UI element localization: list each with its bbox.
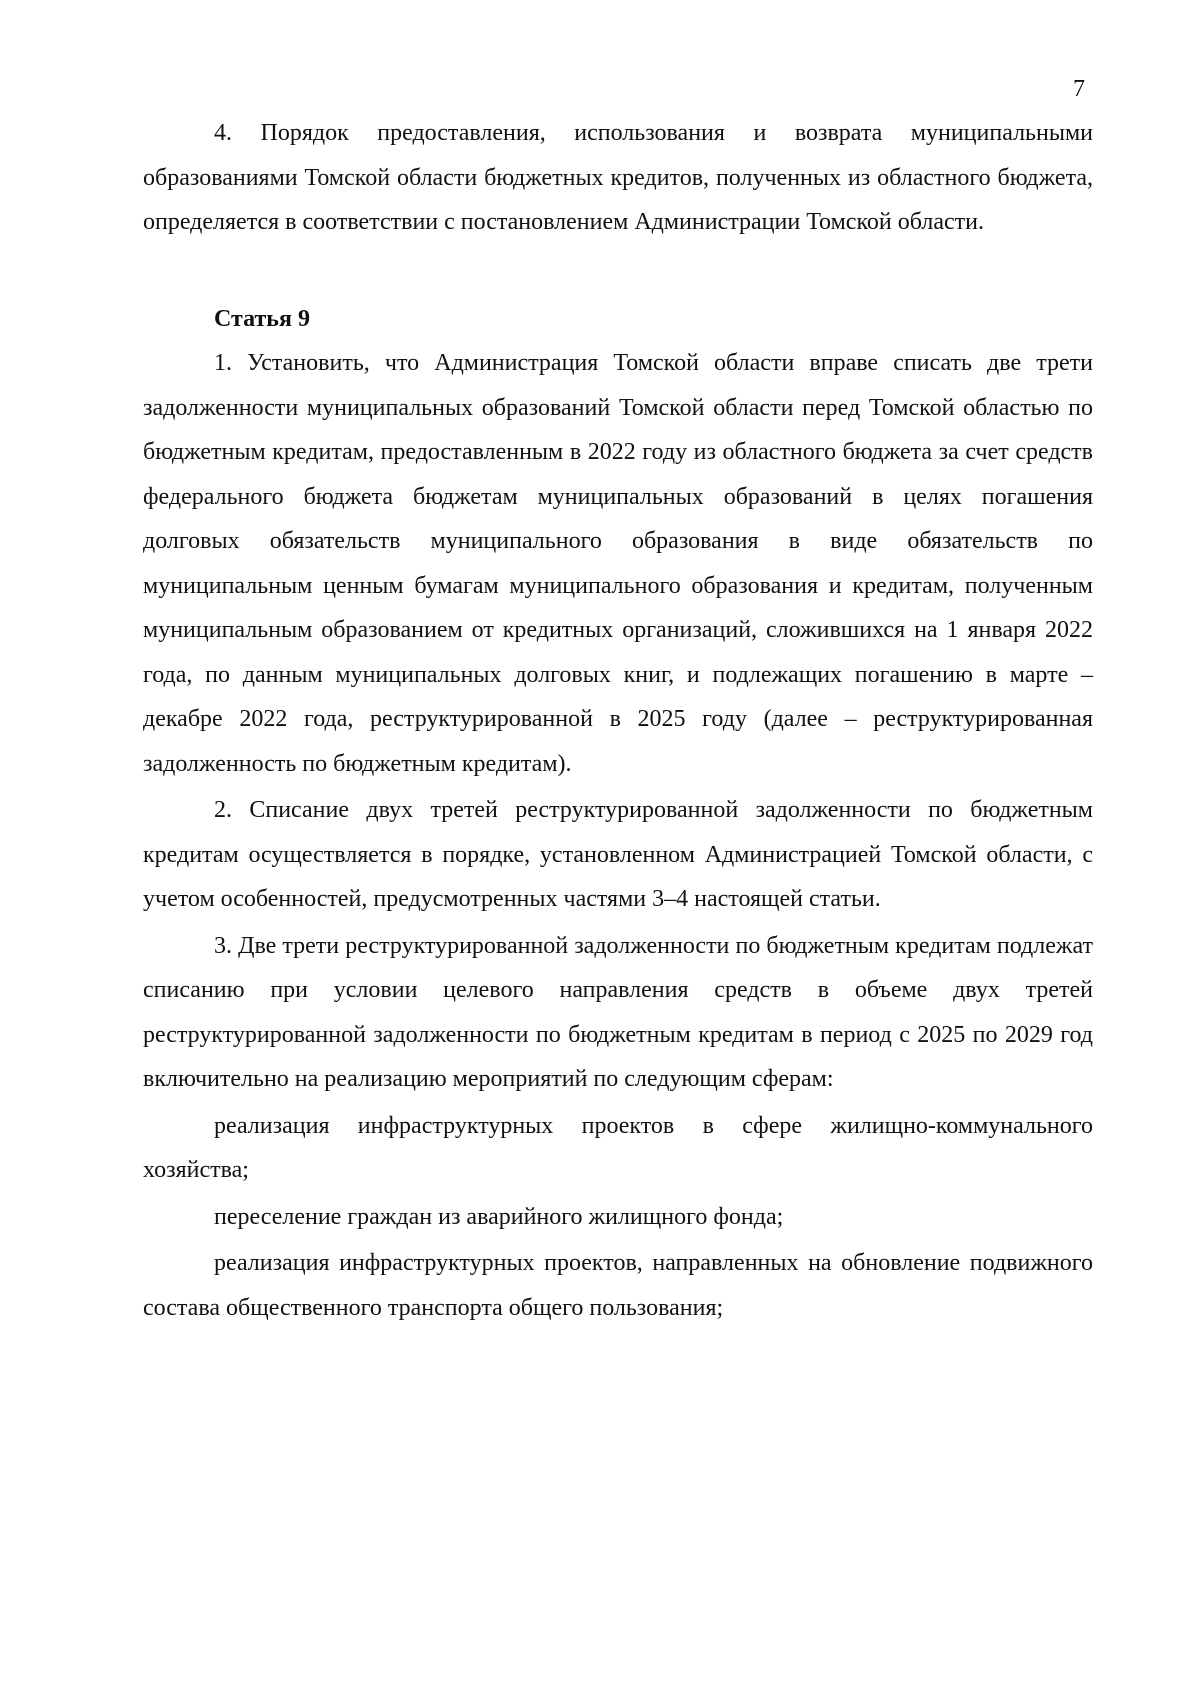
page-number: 7	[1073, 76, 1085, 102]
document-content	[143, 111, 1093, 1330]
article-heading: Статья 9	[214, 305, 310, 332]
article-paragraph-1: 1. Установить, что Администрация Томской области вправе списать две трети задолженности муниципальных образований Томской области перед Томской областью по бюджетным кредитам, предоставленным в 2022 году из областного бюджета за счет средств федерального бюджета бюджетам муниципальных образований в целях погашения долговых обязательств муниципального образования в виде обязательств по муниципальным ценным бумагам муниципального образования и кредитам, полученным муниципальным образованием от кредитных организаций, сложившихся на 1 января 2022 года, по данным муниципальных долговых книг, и подлежащих погашению в марте – декабре 2022 года, реструктурированной в 2025 году (далее – реструктурированная задолженность по бюджетным кредитам).	[143, 350, 1093, 777]
article-paragraph-3: 3. Две трети реструктурированной задолженности по бюджетным кредитам подлежат списанию при условии целевого направления средств в объеме двух третей реструктурированной задолженности по бюджетным кредитам в период с 2025 по 2029 год включительно на реализацию мероприятий по следующим сферам:	[143, 932, 1093, 1092]
section-spacing	[143, 245, 1093, 297]
article-list-item-transport: реализация инфраструктурных проектов, направленных на обновление подвижного состава общественного транспорта общего пользования;	[143, 1250, 1093, 1321]
article-list-item-resettlement: переселение граждан из аварийного жилищного фонда;	[214, 1203, 784, 1230]
article-list-item-housing: реализация инфраструктурных проектов в сфере жилищно-коммунального хозяйства;	[143, 1112, 1093, 1183]
paragraph-4-budget-credits-procedure: 4. Порядок предоставления, использования и возврата муниципальными образованиями Томской области бюджетных кредитов, полученных из областного бюджета, определяется в соответствии с постановлением Администрации Томской области.	[143, 120, 1093, 235]
article-paragraph-2: 2. Списание двух третей реструктурированной задолженности по бюджетным кредитам осуществляется в порядке, установленном Администрацией Томской области, с учетом особенностей, предусмотренных частями 3–4 настоящей статьи.	[143, 797, 1093, 912]
